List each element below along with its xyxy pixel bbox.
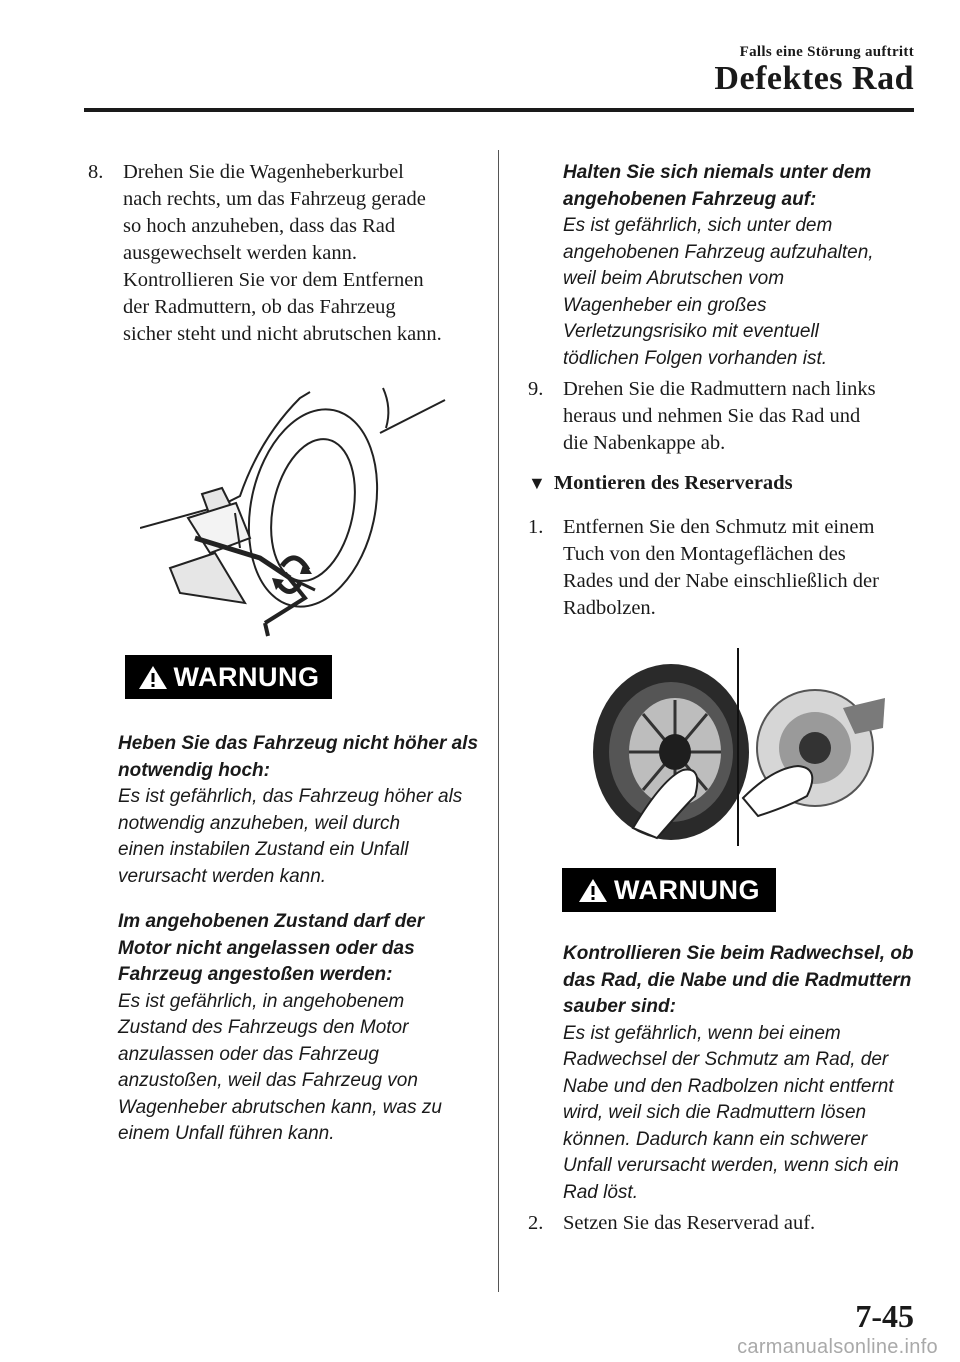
- warning-label: WARNUNG: [614, 874, 760, 905]
- column-divider: [498, 150, 499, 1292]
- step-9: [528, 376, 938, 460]
- text-line: verursacht werden kann.: [118, 865, 327, 887]
- step-number: 8.: [88, 161, 104, 183]
- step-number: 9.: [528, 378, 544, 400]
- warning-icon: [578, 877, 608, 904]
- text-line: Radbolzen.: [563, 597, 656, 619]
- text-line: heraus und nehmen Sie das Rad und: [563, 405, 861, 427]
- text-line: Zustand des Fahrzeugs den Motor: [118, 1017, 409, 1038]
- text-line: Radwechsel der Schmutz am Rad, der: [563, 1049, 889, 1070]
- text-line: Es ist gefährlich, in angehobenem: [118, 990, 405, 1012]
- text-line: Rad löst.: [563, 1181, 638, 1203]
- section-title: Falls eine Störung auftritt: [739, 44, 914, 60]
- text-line: können. Dadurch kann ein schwerer: [563, 1128, 868, 1150]
- text-line: angehobenen Fahrzeug aufzuhalten,: [563, 241, 874, 263]
- text-line: einen instabilen Zustand ein Unfall: [118, 839, 409, 860]
- step-text: [563, 1210, 938, 1237]
- step-number: 1.: [528, 516, 544, 538]
- triangle-down-icon: ▼: [528, 473, 546, 493]
- text-line: Kontrollieren Sie beim Radwechsel, ob: [563, 943, 914, 964]
- jack-illustration: [140, 378, 450, 640]
- text-line: Halten Sie sich niemals unter dem: [563, 162, 872, 183]
- step-text: [123, 159, 493, 348]
- text-line: Tuch von den Montageflächen des: [563, 543, 846, 565]
- text-line: Verletzungsrisiko mit eventuell: [563, 321, 819, 342]
- text-line: notwendig anzuheben, weil durch: [118, 812, 401, 834]
- text-line: Fahrzeug angestoßen werden:: [118, 964, 393, 985]
- warning-heading: [563, 160, 933, 213]
- step-text: [563, 376, 938, 457]
- text-line: weil beim Abrutschen vom: [563, 268, 785, 289]
- warning-text: [563, 941, 933, 1206]
- text-line: einem Unfall führen kann.: [118, 1123, 335, 1144]
- text-line: Unfall verursacht werden, wenn sich ein: [563, 1155, 899, 1176]
- text-line: die Nabenkappe ab.: [563, 432, 726, 454]
- warning-body: [118, 989, 488, 1148]
- text-line: Motor nicht angelassen oder das: [118, 937, 415, 959]
- page-title: Defektes Rad: [714, 60, 914, 97]
- warning-icon: [138, 664, 168, 691]
- warning-heading: [563, 941, 933, 1021]
- text-line: Drehen Sie die Wagenheberkurbel: [123, 161, 404, 183]
- watermark: carmanualsonline.info: [737, 1336, 938, 1358]
- warning-heading: [118, 909, 488, 989]
- text-line: so hoch anzuheben, dass das Rad: [123, 215, 396, 237]
- step-number: 2.: [528, 1212, 544, 1234]
- text-line: notwendig hoch:: [118, 759, 270, 781]
- text-line: angehobenen Fahrzeug auf:: [563, 188, 817, 210]
- text-line: ausgewechselt werden kann.: [123, 242, 357, 264]
- text-line: Es ist gefährlich, sich unter dem: [563, 215, 833, 236]
- text-line: Es ist gefährlich, wenn bei einem: [563, 1022, 841, 1044]
- text-line: Setzen Sie das Reserverad auf.: [563, 1212, 816, 1234]
- page-number: 7-45: [855, 1298, 914, 1334]
- warning-body: [563, 213, 933, 372]
- text-line: tödlichen Folgen vorhanden ist.: [563, 347, 828, 369]
- text-line: nach rechts, um das Fahrzeug gerade: [123, 188, 426, 210]
- text-line: Entfernen Sie den Schmutz mit einem: [563, 516, 875, 538]
- warning-label: WARNUNG: [173, 661, 320, 692]
- text-line: sauber sind:: [563, 996, 676, 1017]
- warning-badge: [125, 655, 332, 699]
- cleaning-illustration: [593, 648, 889, 848]
- text-line: wird, weil sich die Radmuttern lösen: [563, 1102, 867, 1123]
- text-line: Kontrollieren Sie vor dem Entfernen: [123, 269, 424, 291]
- text-line: Es ist gefährlich, das Fahrzeug höher als: [118, 786, 463, 807]
- text-line: Wagenheber abrutschen kann, was zu: [118, 1096, 442, 1118]
- warning-text: [118, 731, 488, 1148]
- text-line: Drehen Sie die Radmuttern nach links: [563, 378, 876, 400]
- text-line: anzustoßen, weil das Fahrzeug von: [118, 1070, 418, 1091]
- subheading: [528, 472, 793, 495]
- text-line: Wagenheber ein großes: [563, 294, 767, 316]
- subheading-text: Montieren des Reserverads: [553, 472, 793, 494]
- continued-warning: [563, 160, 933, 372]
- text-line: Nabe und den Radbolzen nicht entfernt: [563, 1075, 894, 1097]
- warning-body: [563, 1021, 933, 1207]
- warning-badge: [562, 868, 776, 912]
- step-2: [528, 1210, 938, 1240]
- text-line: Rades und der Nabe einschließlich der: [563, 570, 879, 592]
- step-text: [563, 514, 938, 622]
- text-line: Im angehobenen Zustand darf der: [118, 911, 425, 932]
- step-8: [88, 159, 488, 359]
- warning-heading: [118, 731, 488, 784]
- text-line: sicher steht und nicht abrutschen kann.: [123, 323, 442, 345]
- text-line: Heben Sie das Fahrzeug nicht höher als: [118, 733, 479, 754]
- step-1: [528, 514, 938, 626]
- text-line: das Rad, die Nabe und die Radmuttern: [563, 969, 912, 991]
- text-line: anzulassen oder das Fahrzeug: [118, 1043, 379, 1065]
- warning-body: [118, 784, 488, 890]
- text-line: der Radmuttern, ob das Fahrzeug: [123, 296, 396, 318]
- header-rule: [84, 108, 914, 112]
